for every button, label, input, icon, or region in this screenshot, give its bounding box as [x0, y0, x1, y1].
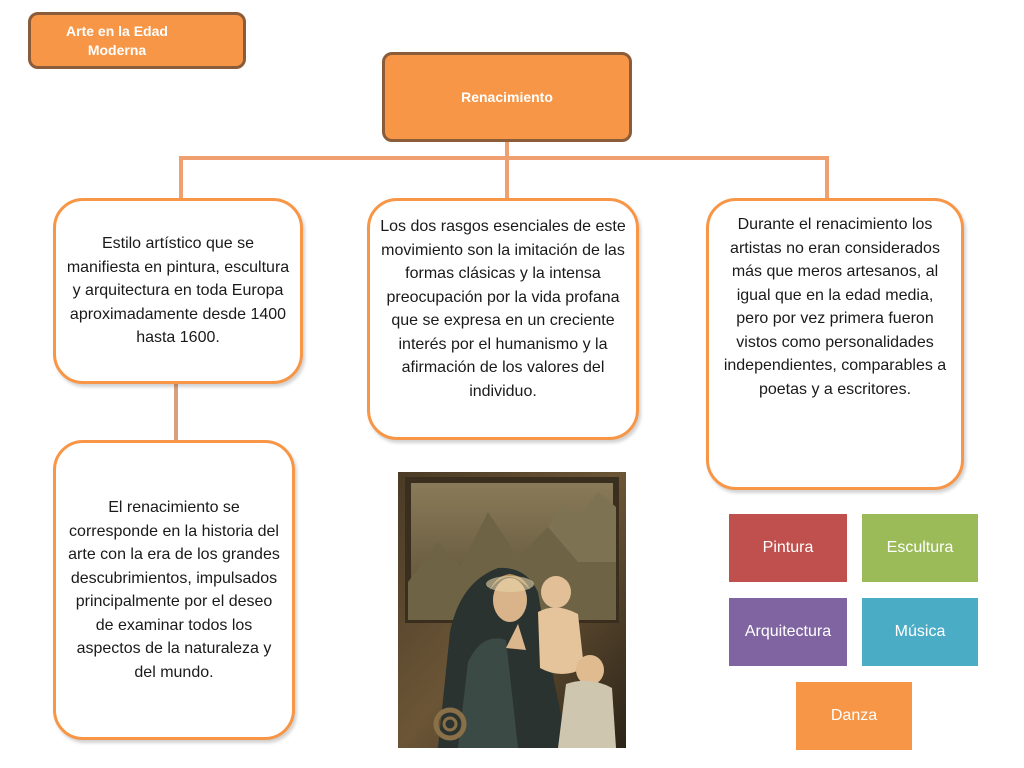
category-arquitectura-label: Arquitectura [744, 623, 832, 640]
description-bottom-text: El renacimiento se corresponde en la historia del arte con la era de los grandes descubrimientos, impulsados principalmente por el deseo de examinar todos los aspectos de la naturaleza y del mundo. [68, 499, 280, 681]
connector-right-drop [825, 156, 829, 200]
connector-horizontal [179, 156, 829, 160]
category-tile-escultura [862, 514, 978, 582]
main-topic-label: Renacimiento [461, 88, 553, 105]
category-escultura-label: Escultura [886, 539, 954, 556]
main-topic-box [382, 52, 632, 142]
category-tile-danza [796, 682, 912, 750]
painting-illustration [398, 472, 626, 748]
description-middle-text: Los dos rasgos esenciales de este movimiento son la imitación de las formas clásicas y la intensa preocupación por la vida profana que se expresa en un creciente interés por el humanismo y la afirmación de los valores del individuo. [380, 218, 626, 400]
category-pintura-label: Pintura [762, 539, 814, 556]
category-tile-arquitectura [729, 598, 847, 666]
connector-left-drop [179, 156, 183, 200]
description-box-middle [367, 198, 639, 440]
description-box-left [53, 198, 303, 384]
description-box-bottom [53, 440, 295, 740]
diagram-title-box [28, 12, 246, 69]
renaissance-painting-image [398, 472, 626, 748]
connector-middle-drop [505, 156, 509, 200]
diagram-title: Arte en la Edad Moderna [66, 22, 168, 58]
connector-left-to-bottom [174, 382, 178, 442]
category-danza-label: Danza [830, 707, 878, 724]
description-right-text: Durante el renacimiento los artistas no eran considerados más que meros artesanos, al igual que en la edad media, pero por vez primera fueron vistos como personalidades independientes, comparables a poetas y a escritores. [723, 216, 947, 398]
category-tile-pintura [729, 514, 847, 582]
description-box-right [706, 198, 964, 490]
description-left-text: Estilo artístico que se manifiesta en pintura, escultura y arquitectura en toda Europa aproximadamente desde 1400 hasta 1600. [66, 235, 290, 347]
category-musica-label: Música [894, 623, 946, 640]
category-tile-musica [862, 598, 978, 666]
